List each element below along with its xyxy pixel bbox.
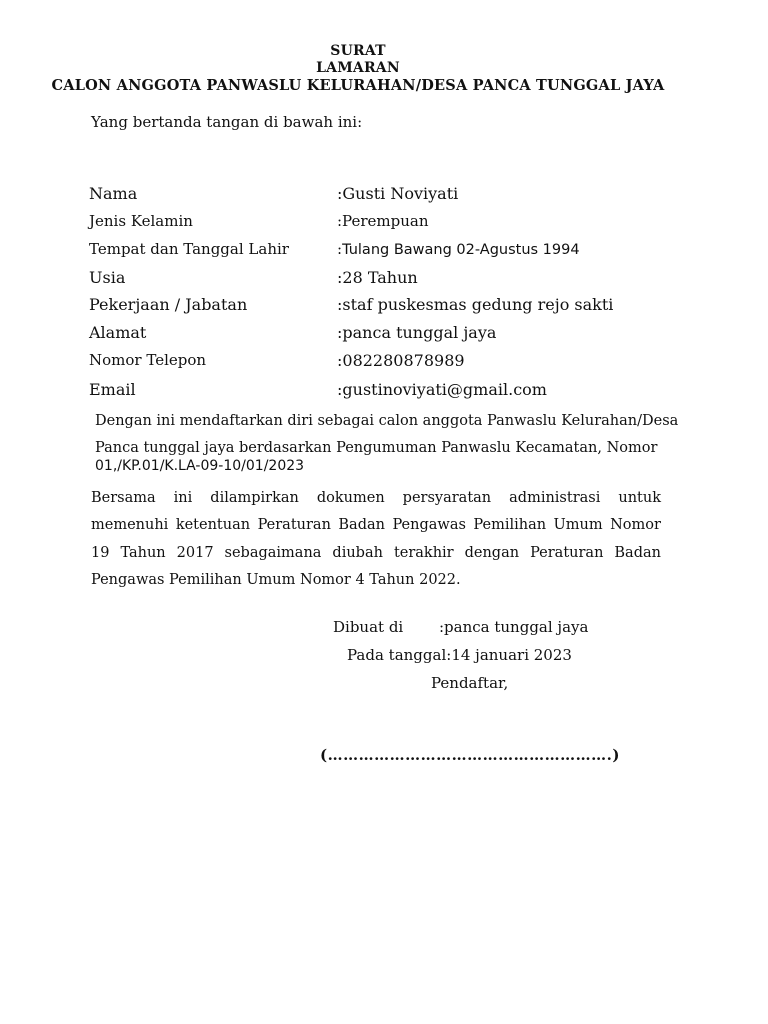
title-line-2: LAMARAN [316,60,400,76]
field-label: Nomor Telepon [89,351,207,369]
field-value: :Perempuan [337,212,429,230]
field-row-alamat [89,319,709,345]
field-label: Nama [89,183,138,203]
field-value-prefix: : [337,240,343,258]
field-row-usia [89,264,709,290]
signature-place-label: Dibuat di [333,618,404,636]
word: Umum [553,517,603,533]
word: administrasi [509,490,601,506]
field-label: Tempat dan Tanggal Lahir [89,240,289,258]
word: Badan [338,517,385,533]
signature-date-value: 14 januari 2023 [451,646,572,664]
word: memenuhi [91,517,169,533]
paragraph-line-justified [91,490,661,506]
field-value: :gustinoviyati@gmail.com [337,379,547,399]
field-label: Usia [89,267,126,287]
paragraph-line: Dengan ini mendaftarkan diri sebagai calon anggota Panwaslu Kelurahan/Desa [95,413,679,429]
signature-date-label: Pada tanggal: [347,646,452,664]
paragraph-line: Pengawas Pemilihan Umum Nomor 4 Tahun 2022. [91,572,461,588]
field-value: :panca tunggal jaya [337,322,497,342]
field-value: :082280878989 [337,350,465,370]
field-value [337,240,580,258]
field-row-tempat-tanggal-lahir [89,236,709,262]
field-row-pekerjaan [89,291,709,317]
word: dengan [464,545,520,561]
word: terakhir [393,545,454,561]
field-label: Jenis Kelamin [89,212,193,230]
word: diubah [332,545,383,561]
signature-role: Pendaftar, [431,674,509,692]
word: Tahun [120,545,166,561]
title-line-1: SURAT [330,43,386,59]
field-row-jenis-kelamin [89,208,709,234]
title-line-3: CALON ANGGOTA PANWASLU KELURAHAN/DESA PANCA TUNGGAL JAYA [51,77,665,94]
field-value-text: Tulang Bawang 02-Agustus 1994 [342,242,580,258]
field-label: Alamat [89,322,147,342]
word: dilampirkan [210,490,299,506]
announcement-number: 01,/KP.01/K.LA-09-10/01/2023 [95,458,305,474]
signature-date [347,646,572,664]
field-label: Email [89,379,136,399]
word: sebagaimana [224,545,322,561]
word: ketentuan [175,517,251,533]
field-row-nama [89,180,709,206]
word: Peraturan [530,545,604,561]
field-label: Pekerjaan / Jabatan [89,294,248,314]
word: 2017 [176,545,214,561]
paragraph-line: Panca tunggal jaya berdasarkan Pengumuman Panwaslu Kecamatan, Nomor [95,440,658,456]
field-value: :Gusti Noviyati [337,183,459,203]
word: Badan [614,545,661,561]
signature-place [333,618,588,636]
word: Bersama [91,490,156,506]
field-row-email [89,376,709,402]
field-value: :28 Tahun [337,267,418,287]
word: Nomor [610,517,661,533]
field-row-nomor-telepon [89,347,709,373]
word: ini [173,490,193,506]
paragraph-line-justified [91,545,661,561]
word: persyaratan [402,490,492,506]
word: Peraturan [257,517,331,533]
word: 19 [91,545,110,561]
signature-name-placeholder: (……………………………………………….) [320,746,620,764]
paragraph-line-justified [91,517,661,533]
signature-place-value: :panca tunggal jaya [439,618,589,636]
word: untuk [618,490,661,506]
field-value: :staf puskesmas gedung rejo sakti [337,294,614,314]
word: dokumen [316,490,385,506]
word: Pengawas [392,517,466,533]
word: Pemilihan [473,517,547,533]
intro-text: Yang bertanda tangan di bawah ini: [91,113,363,131]
